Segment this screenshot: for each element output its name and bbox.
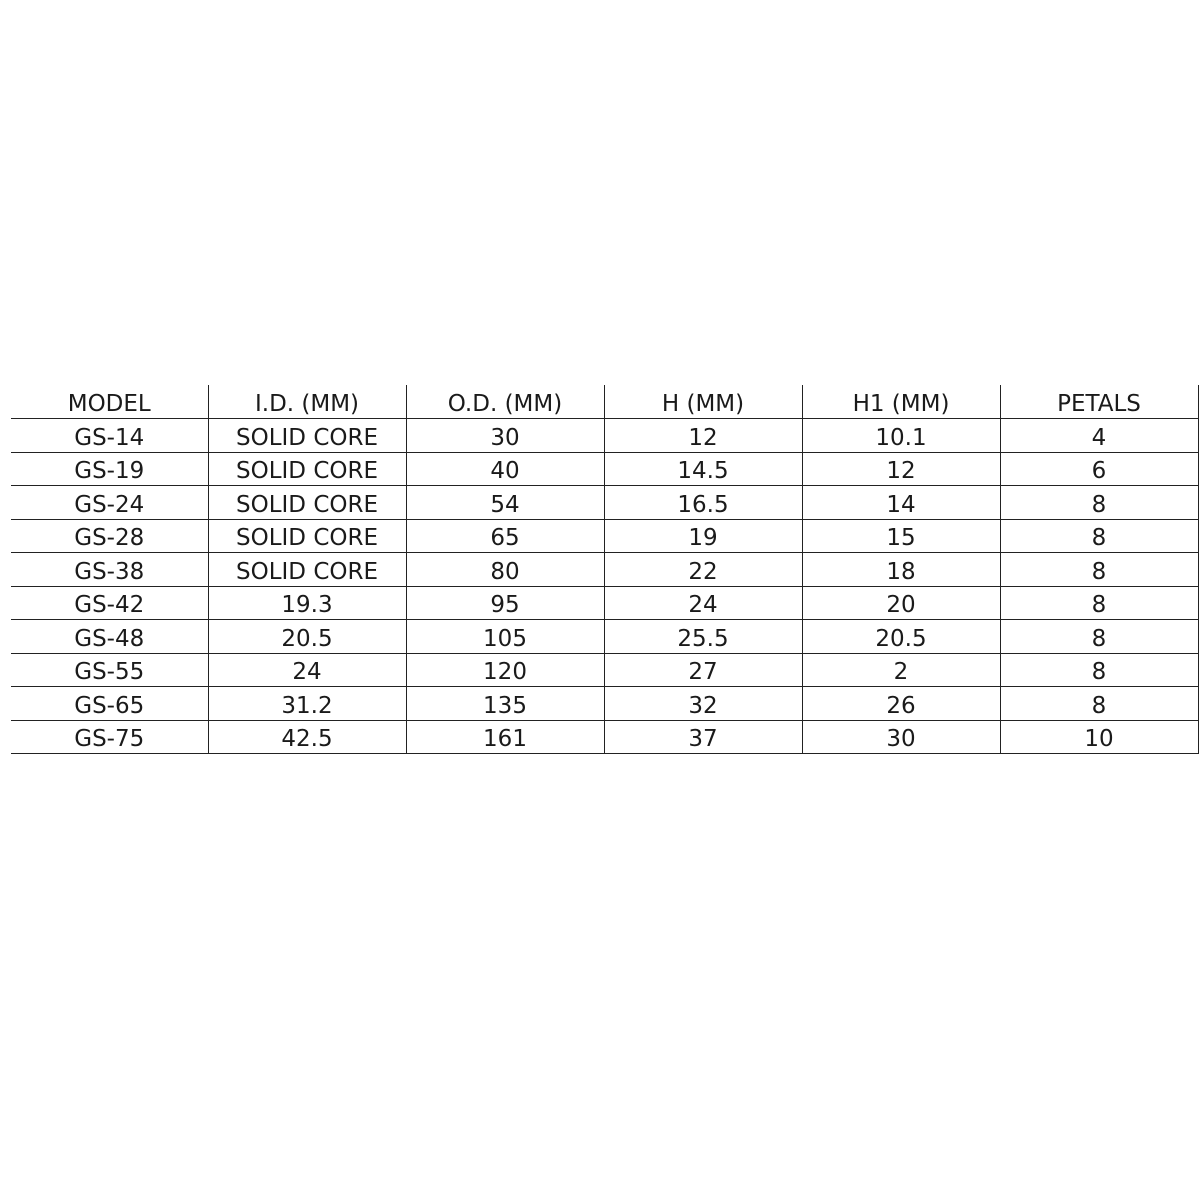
cell-height: 27 [604,653,802,687]
cell-petals: 8 [1000,519,1198,553]
header-height-h1: H1 (MM) [802,385,1000,419]
cell-height-h1: 26 [802,687,1000,721]
cell-height-h1: 18 [802,553,1000,587]
cell-model: GS-38 [74,558,145,585]
table-row [11,553,1198,587]
cell-inner-diameter: SOLID CORE [208,486,406,520]
cell-petals: 4 [1000,419,1198,453]
header-model: MODEL [11,385,208,419]
cell-outer-diameter: 54 [406,486,604,520]
cell-height: 32 [604,687,802,721]
cell-outer-diameter: 120 [406,653,604,687]
cell-inner-diameter: 19.3 [208,586,406,620]
cell-height-h1: 12 [802,452,1000,486]
cell-model: GS-24 [74,491,145,518]
table-row [11,687,1198,721]
cell-height: 19 [604,519,802,553]
cell-inner-diameter: SOLID CORE [208,419,406,453]
cell-height-h1: 20 [802,586,1000,620]
cell-petals: 8 [1000,586,1198,620]
spec-table [11,385,1199,754]
cell-height-h1: 14 [802,486,1000,520]
cell-petals: 8 [1000,486,1198,520]
cell-height: 24 [604,586,802,620]
cell-model: GS-65 [74,692,145,719]
spec-table-header [11,385,1198,419]
cell-inner-diameter: SOLID CORE [208,452,406,486]
cell-outer-diameter: 135 [406,687,604,721]
spec-table-body [11,419,1198,754]
header-height: H (MM) [604,385,802,419]
cell-model: GS-42 [74,592,145,618]
cell-height-h1: 30 [802,720,1000,754]
header-row [11,385,1198,419]
cell-outer-diameter: 105 [406,620,604,654]
header-petals: PETALS [1000,385,1198,419]
cell-model: GS-55 [74,659,145,685]
table-row [11,586,1198,620]
cell-petals: 8 [1000,653,1198,687]
header-inner-diameter: I.D. (MM) [208,385,406,419]
cell-height: 25.5 [604,620,802,654]
table-row [11,519,1198,553]
cell-inner-diameter: 24 [208,653,406,687]
cell-model: GS-19 [74,458,145,484]
table-row [11,653,1198,687]
cell-outer-diameter: 30 [406,419,604,453]
cell-petals: 6 [1000,452,1198,486]
cell-outer-diameter: 65 [406,519,604,553]
cell-height-h1: 15 [802,519,1000,553]
cell-height: 12 [604,419,802,453]
cell-inner-diameter: SOLID CORE [208,553,406,587]
cell-height: 14.5 [604,452,802,486]
table-row [11,452,1198,486]
cell-inner-diameter: 20.5 [208,620,406,654]
cell-outer-diameter: 80 [406,553,604,587]
table-row [11,486,1198,520]
cell-height: 37 [604,720,802,754]
cell-outer-diameter: 161 [406,720,604,754]
cell-height-h1: 10.1 [802,419,1000,453]
cell-petals: 8 [1000,620,1198,654]
cell-inner-diameter: 42.5 [208,720,406,754]
cell-height-h1: 2 [802,653,1000,687]
cell-height: 22 [604,553,802,587]
cell-height-h1: 20.5 [802,620,1000,654]
table-row [11,720,1198,754]
table-row [11,419,1198,453]
cell-model: GS-28 [74,525,145,551]
cell-petals: 10 [1000,720,1198,754]
cell-model: GS-48 [74,625,145,652]
cell-outer-diameter: 40 [406,452,604,486]
cell-outer-diameter: 95 [406,586,604,620]
table-row [11,620,1198,654]
header-outer-diameter: O.D. (MM) [406,385,604,419]
cell-inner-diameter: 31.2 [208,687,406,721]
cell-model: GS-75 [74,726,145,752]
cell-height: 16.5 [604,486,802,520]
cell-model: GS-14 [74,424,145,451]
cell-petals: 8 [1000,687,1198,721]
cell-inner-diameter: SOLID CORE [208,519,406,553]
cell-petals: 8 [1000,553,1198,587]
